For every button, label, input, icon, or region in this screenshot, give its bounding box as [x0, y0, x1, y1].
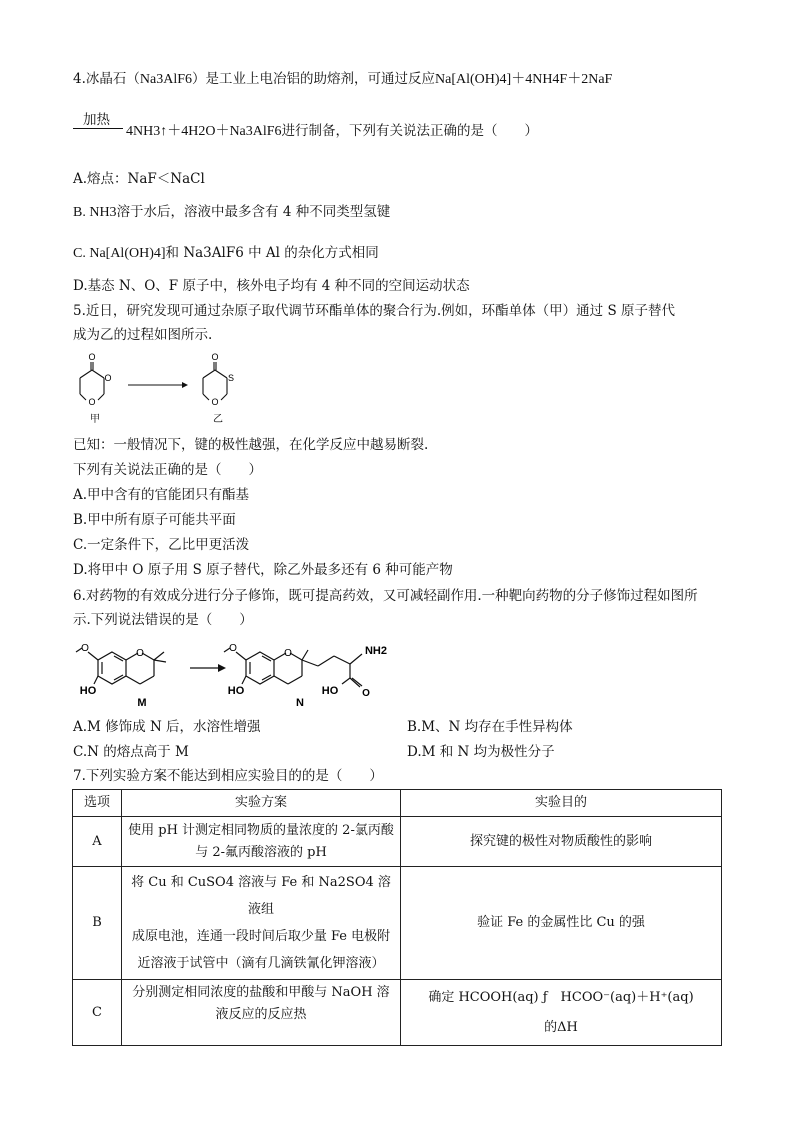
- header-plan: 实验方案: [122, 790, 401, 817]
- table-row: [73, 867, 722, 980]
- q6-stem-line1: 6.对药物的有效成分进行分子修饰，既可提高药效，又可减轻副作用.一种靶向药物的分子修饰过程如图所: [73, 588, 698, 604]
- q6-option-c: C.N 的熔点高于 M: [73, 744, 189, 760]
- q5-ask: 下列有关说法正确的是（ ）: [73, 462, 262, 478]
- q4-option-d: D.基态 N、O、F 原子中，核外电子均有 4 种不同的空间运动状态: [73, 278, 470, 294]
- yi-ring-o: O: [211, 397, 219, 407]
- q5-option-c: C.一定条件下，乙比甲更活泼: [73, 537, 250, 553]
- q5-stem-line2: 成为乙的过程如图所示.: [73, 327, 213, 343]
- row-c-plan: 分别测定相同浓度的盐酸和甲酸与 NaOH 溶 液反应的反应热: [122, 980, 401, 1046]
- q4-stem-line2: 4NH3↑＋4H2O＋Na3AlF6进行制备，下列有关说法正确的是（ ）: [126, 123, 539, 139]
- row-a-option: A: [73, 817, 122, 867]
- row-b-plan: 将 Cu 和 CuSO4 溶液与 Fe 和 Na2SO4 溶液组 成原电池，连通一段时间后取少量 Fe 电极附 近溶液于试管中（滴有几滴铁氰化钾溶液）: [122, 867, 401, 980]
- q5-option-b: B.甲中所有原子可能共平面: [73, 512, 236, 528]
- n-acid-o: O: [362, 688, 370, 699]
- jia-ring-o1: O: [104, 373, 112, 383]
- m-methoxy-o: O: [81, 643, 89, 654]
- table-header-row: [73, 790, 722, 817]
- n-nh2: NH2: [364, 645, 388, 657]
- row-c-option: C: [73, 980, 122, 1046]
- q5-option-a: A.甲中含有的官能团只有酯基: [73, 487, 250, 503]
- row-a-goal: 探究键的极性对物质酸性的影响: [401, 817, 722, 867]
- row-b-option: B: [73, 867, 122, 980]
- header-option: 选项: [73, 790, 122, 817]
- m-ring-o: O: [136, 648, 144, 659]
- reaction-condition-label: 加热: [83, 112, 110, 128]
- q6-modification-diagram: [72, 632, 432, 712]
- label-m: M: [137, 697, 147, 709]
- q6-option-a: A.M 修饰成 N 后，水溶性增强: [73, 719, 261, 735]
- reaction-products: 4NH3↑＋4H2O＋Na3AlF6: [126, 124, 282, 139]
- jia-ring-o2: O: [88, 397, 96, 407]
- q5-known: 已知：一般情况下，键的极性越强，在化学反应中越易断裂.: [73, 437, 429, 453]
- q6-option-b: B.M、N 均存在手性异构体: [407, 719, 573, 735]
- reaction-reactants: Na[Al(OH)4]＋4NH4F＋2NaF: [435, 72, 613, 87]
- q4-stem-line1: 4.冰晶石（Na3AlF6）是工业上电冶铝的助熔剂，可通过反应Na[Al(OH)4]＋4NH4F＋2NaF: [73, 71, 613, 87]
- formula-na3alf6: Na3AlF6: [139, 72, 193, 87]
- row-a-plan: 使用 pH 计测定相同物质的量浓度的 2-氯丙酸 与 2-氟丙酸溶液的 pH: [122, 817, 401, 867]
- q4-option-c: C. Na[Al(OH)4]和 Na3AlF6 中 Al 的杂化方式相同: [73, 245, 379, 261]
- table-row: [73, 817, 722, 867]
- q4-option-a: A.熔点：NaF＜NaCl: [73, 171, 205, 187]
- q5-option-d: D.将甲中 O 原子用 S 原子替代，除乙外最多还有 6 种可能产物: [73, 562, 453, 578]
- table-row: [73, 980, 722, 1046]
- label-yi: 乙: [213, 414, 223, 425]
- q7-stem: 7.下列实验方案不能达到相应实验目的的是（ ）: [73, 768, 383, 784]
- yi-ring-s: S: [227, 373, 235, 383]
- yi-carbonyl-o: O: [211, 352, 219, 362]
- label-n: N: [296, 697, 304, 709]
- row-b-goal: 验证 Fe 的金属性比 Cu 的强: [401, 867, 722, 980]
- header-goal: 实验目的: [401, 790, 722, 817]
- m-ho: HO: [79, 685, 97, 697]
- experiment-table: [72, 789, 722, 1046]
- q5-stem-line1: 5.近日，研究发现可通过杂原子取代调节环酯单体的聚合行为.例如，环酯单体（甲）通过 S 原子替代: [73, 303, 676, 319]
- q5-reaction-diagram: [70, 348, 270, 430]
- n-ho: HO: [227, 685, 245, 697]
- n-methoxy-o: O: [229, 643, 237, 654]
- n-ring-o: O: [284, 648, 292, 659]
- q6-option-d: D.M 和 N 均为极性分子: [407, 744, 555, 760]
- reaction-condition-arrow: [73, 108, 125, 138]
- label-jia: 甲: [90, 414, 100, 425]
- n-acid-ho: HO: [321, 685, 339, 697]
- jia-carbonyl-o: O: [88, 352, 96, 362]
- q4-option-b: B. NH3溶于水后，溶液中最多含有 4 种不同类型氢键: [73, 204, 391, 220]
- row-c-goal: 确定 HCOOH(aq) ƒ HCOO⁻(aq)＋H⁺(aq) 的ΔH: [401, 980, 722, 1046]
- q6-stem-line2: 示.下列说法错误的是（ ）: [73, 612, 253, 628]
